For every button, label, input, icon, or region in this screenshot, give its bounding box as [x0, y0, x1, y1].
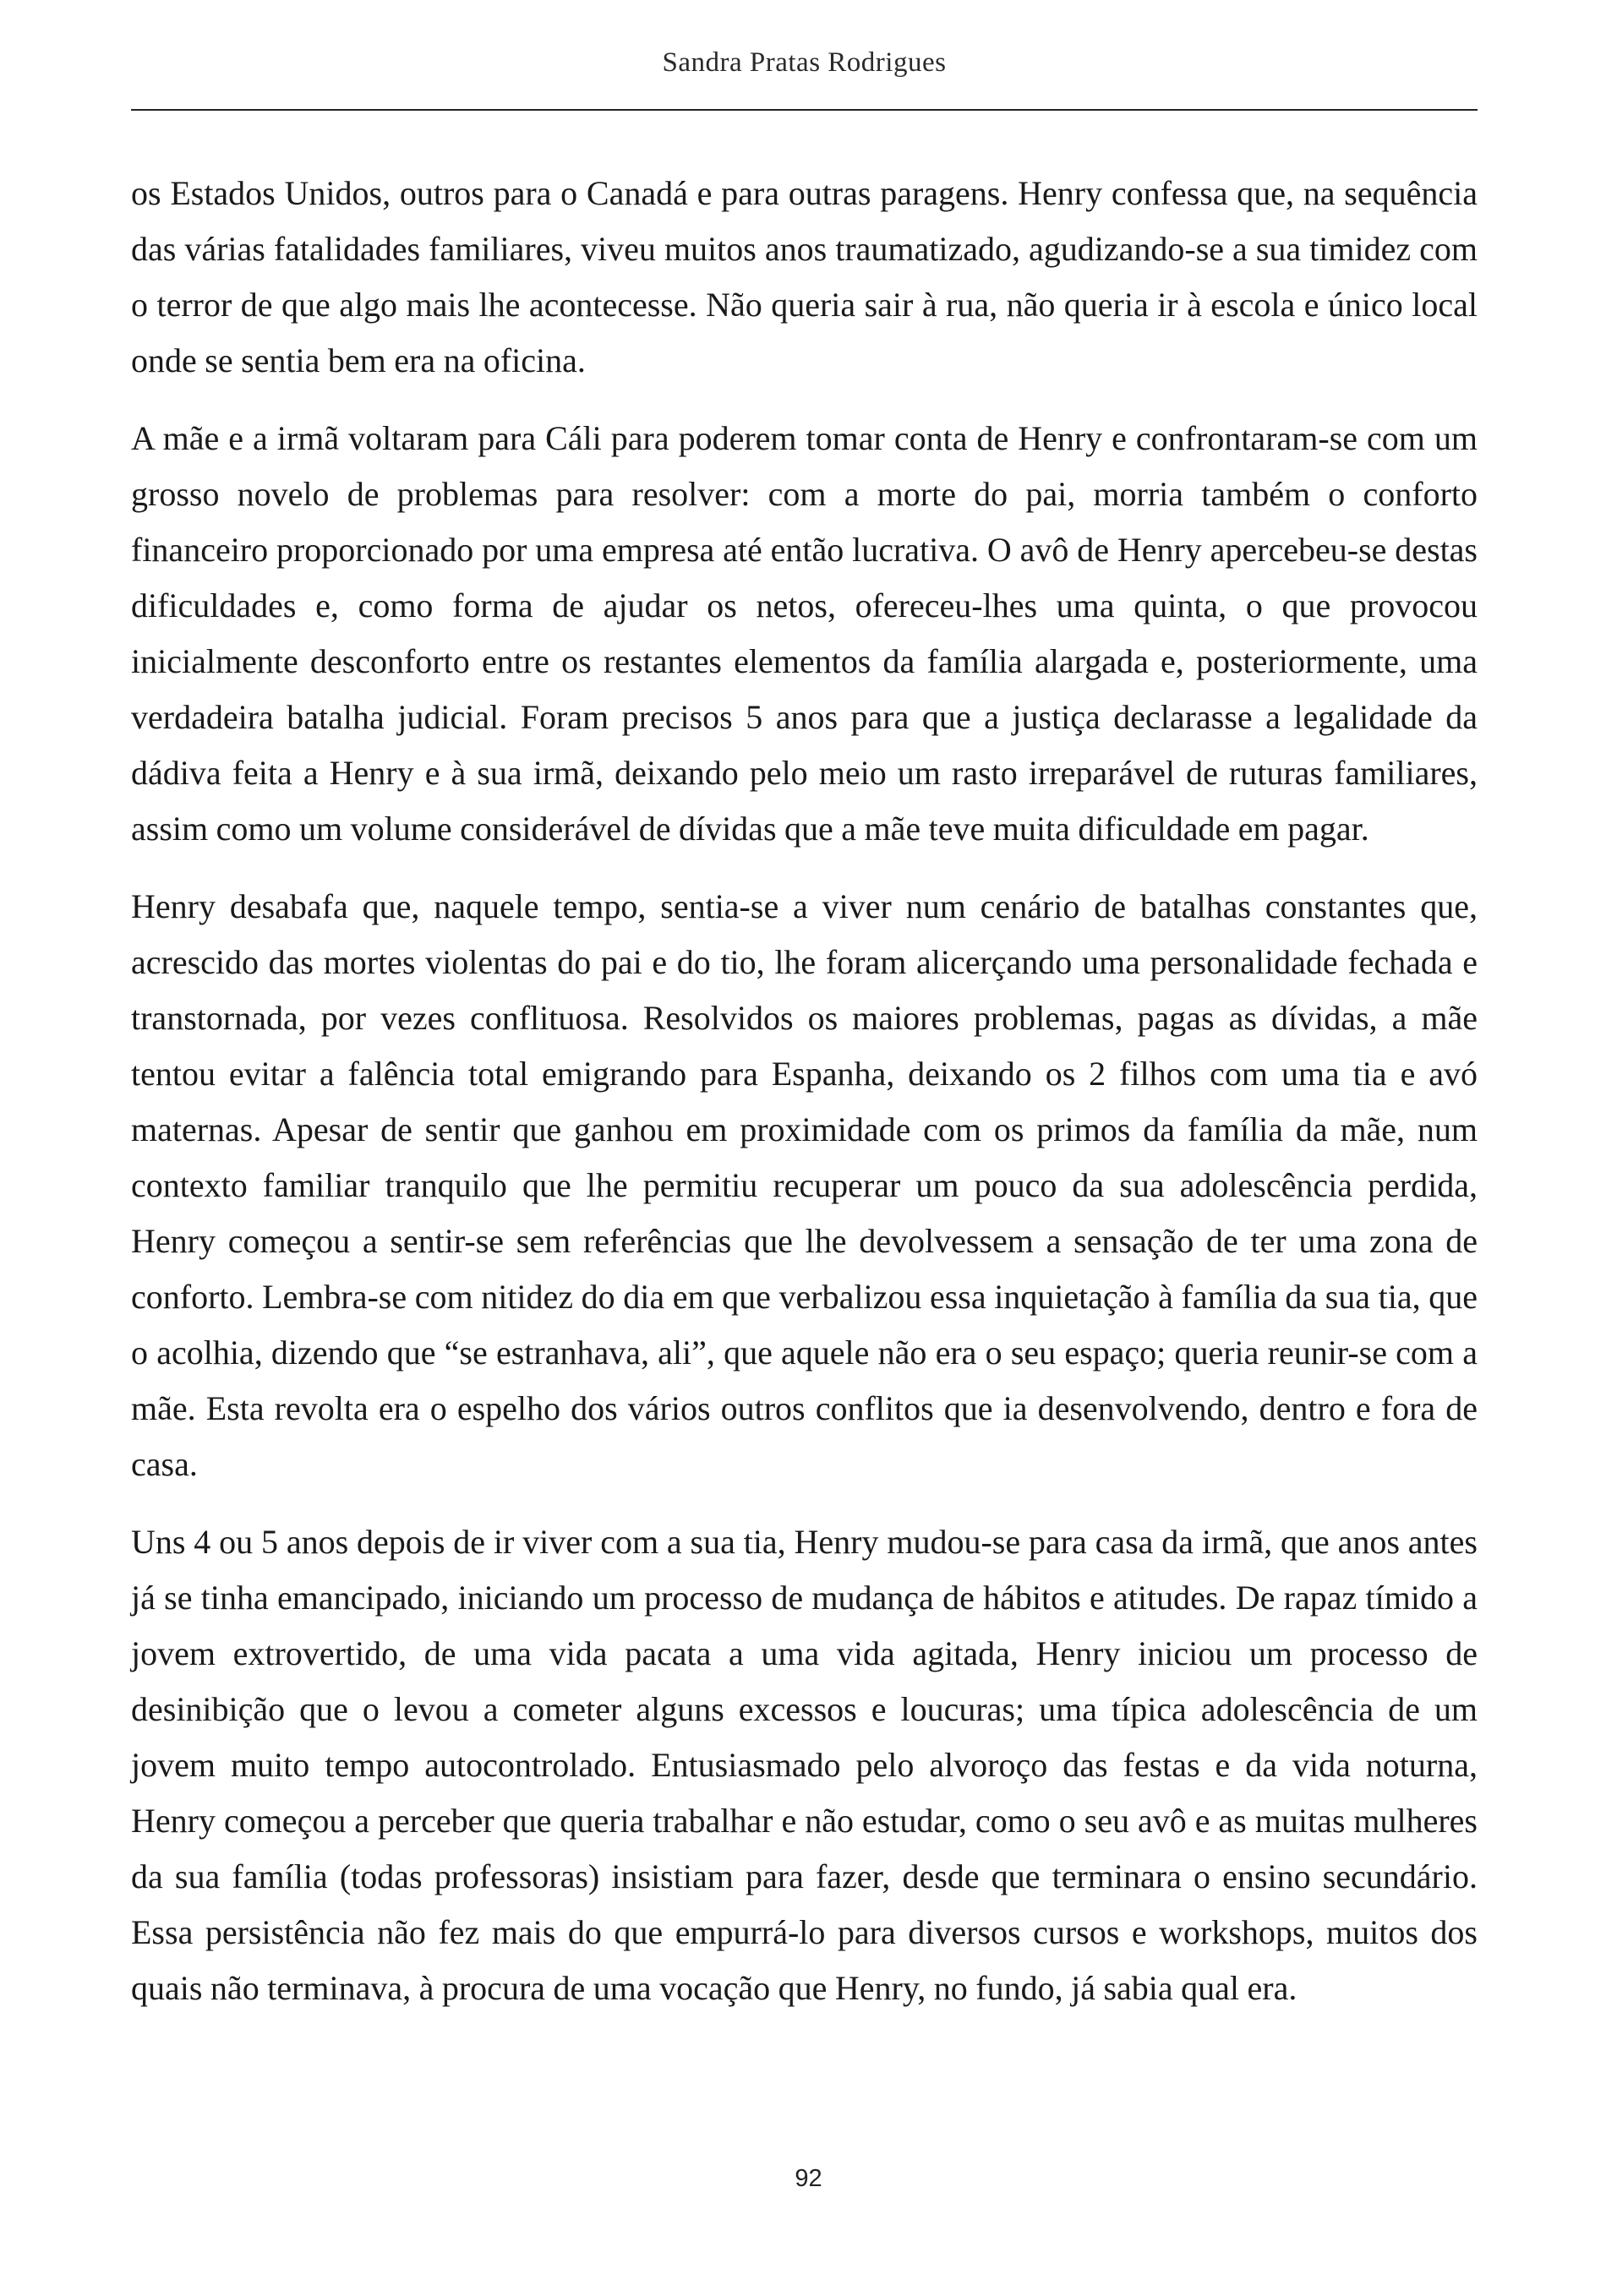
paragraph: os Estados Unidos, outros para o Canadá e para outras paragens. Henry confessa que, na sequência das várias fatalidades familiares, viveu muitos anos traumatizado, agudizando-se a sua timidez com o terror de que algo mais lhe acontecesse. Não queria sair à rua, não queria ir à escola e único local onde se sentia bem era na oficina. [131, 174, 1478, 379]
paragraph: Henry desabafa que, naquele tempo, sentia-se a viver num cenário de batalhas constantes que, acrescido das mortes violentas do pai e do tio, lhe foram alicerçando uma personalidade fechada e transtornada, por vezes conflituosa. Resolvidos os maiores problemas, pagas as dívidas, a mãe tentou evitar a falência total emigrando para Espanha, deixando os 2 filhos com uma tia e avó maternas. Apesar de sentir que ganhou em proximidade com os primos da família da mãe, num contexto familiar tranquilo que lhe permitiu recuperar um pouco da sua adolescência perdida, Henry começou a sentir-se sem referências que lhe devolvessem a sensação de ter uma zona de conforto. Lembra-se com nitidez do dia em que verbalizou essa inquietação à família da sua tia, que o acolhia, dizendo que “se estranhava, ali”, que aquele não era o seu espaço; queria reunir-se com a mãe. Esta revolta era o espelho dos vários outros conflitos que ia desenvolvendo, dentro e fora de casa. [131, 887, 1478, 1483]
header-divider [131, 109, 1478, 111]
paragraph: A mãe e a irmã voltaram para Cáli para poderem tomar conta de Henry e confrontaram-se com um grosso novelo de problemas para resolver: com a morte do pai, morria também o conforto financeiro proporcionado por uma empresa até então lucrativa. O avô de Henry apercebeu-se destas dificuldades e, como forma de ajudar os netos, ofereceu-lhes uma quinta, o que provocou inicialmente desconforto entre os restantes elementos da família alargada e, posteriormente, uma verdadeira batalha judicial. Foram precisos 5 anos para que a justiça declarasse a legalidade da dádiva feita a Henry e à sua irmã, deixando pelo meio um rasto irreparável de ruturas familiares, assim como um volume considerável de dívidas que a mãe teve muita dificuldade em pagar. [131, 419, 1478, 848]
page-number: 92 [795, 2165, 822, 2192]
running-header: Sandra Pratas Rodrigues [662, 47, 947, 78]
body-text [131, 166, 1478, 2038]
paragraph: Uns 4 ou 5 anos depois de ir viver com a sua tia, Henry mudou-se para casa da irmã, que anos antes já se tinha emancipado, iniciando um processo de mudança de hábitos e atitudes. De rapaz tímido a jovem extrovertido, de uma vida pacata a uma vida agitada, Henry iniciou um processo de desinibição que o levou a cometer alguns excessos e loucuras; uma típica adolescência de um jovem muito tempo autocontrolado. Entusiasmado pelo alvoroço das festas e da vida noturna, Henry começou a perceber que queria trabalhar e não estudar, como o seu avô e as muitas mulheres da sua família (todas professoras) insistiam para fazer, desde que terminara o ensino secundário. Essa persistência não fez mais do que empurrá-lo para diversos cursos e workshops, muitos dos quais não terminava, à procura de uma vocação que Henry, no fundo, já sabia qual era. [131, 1523, 1478, 2007]
